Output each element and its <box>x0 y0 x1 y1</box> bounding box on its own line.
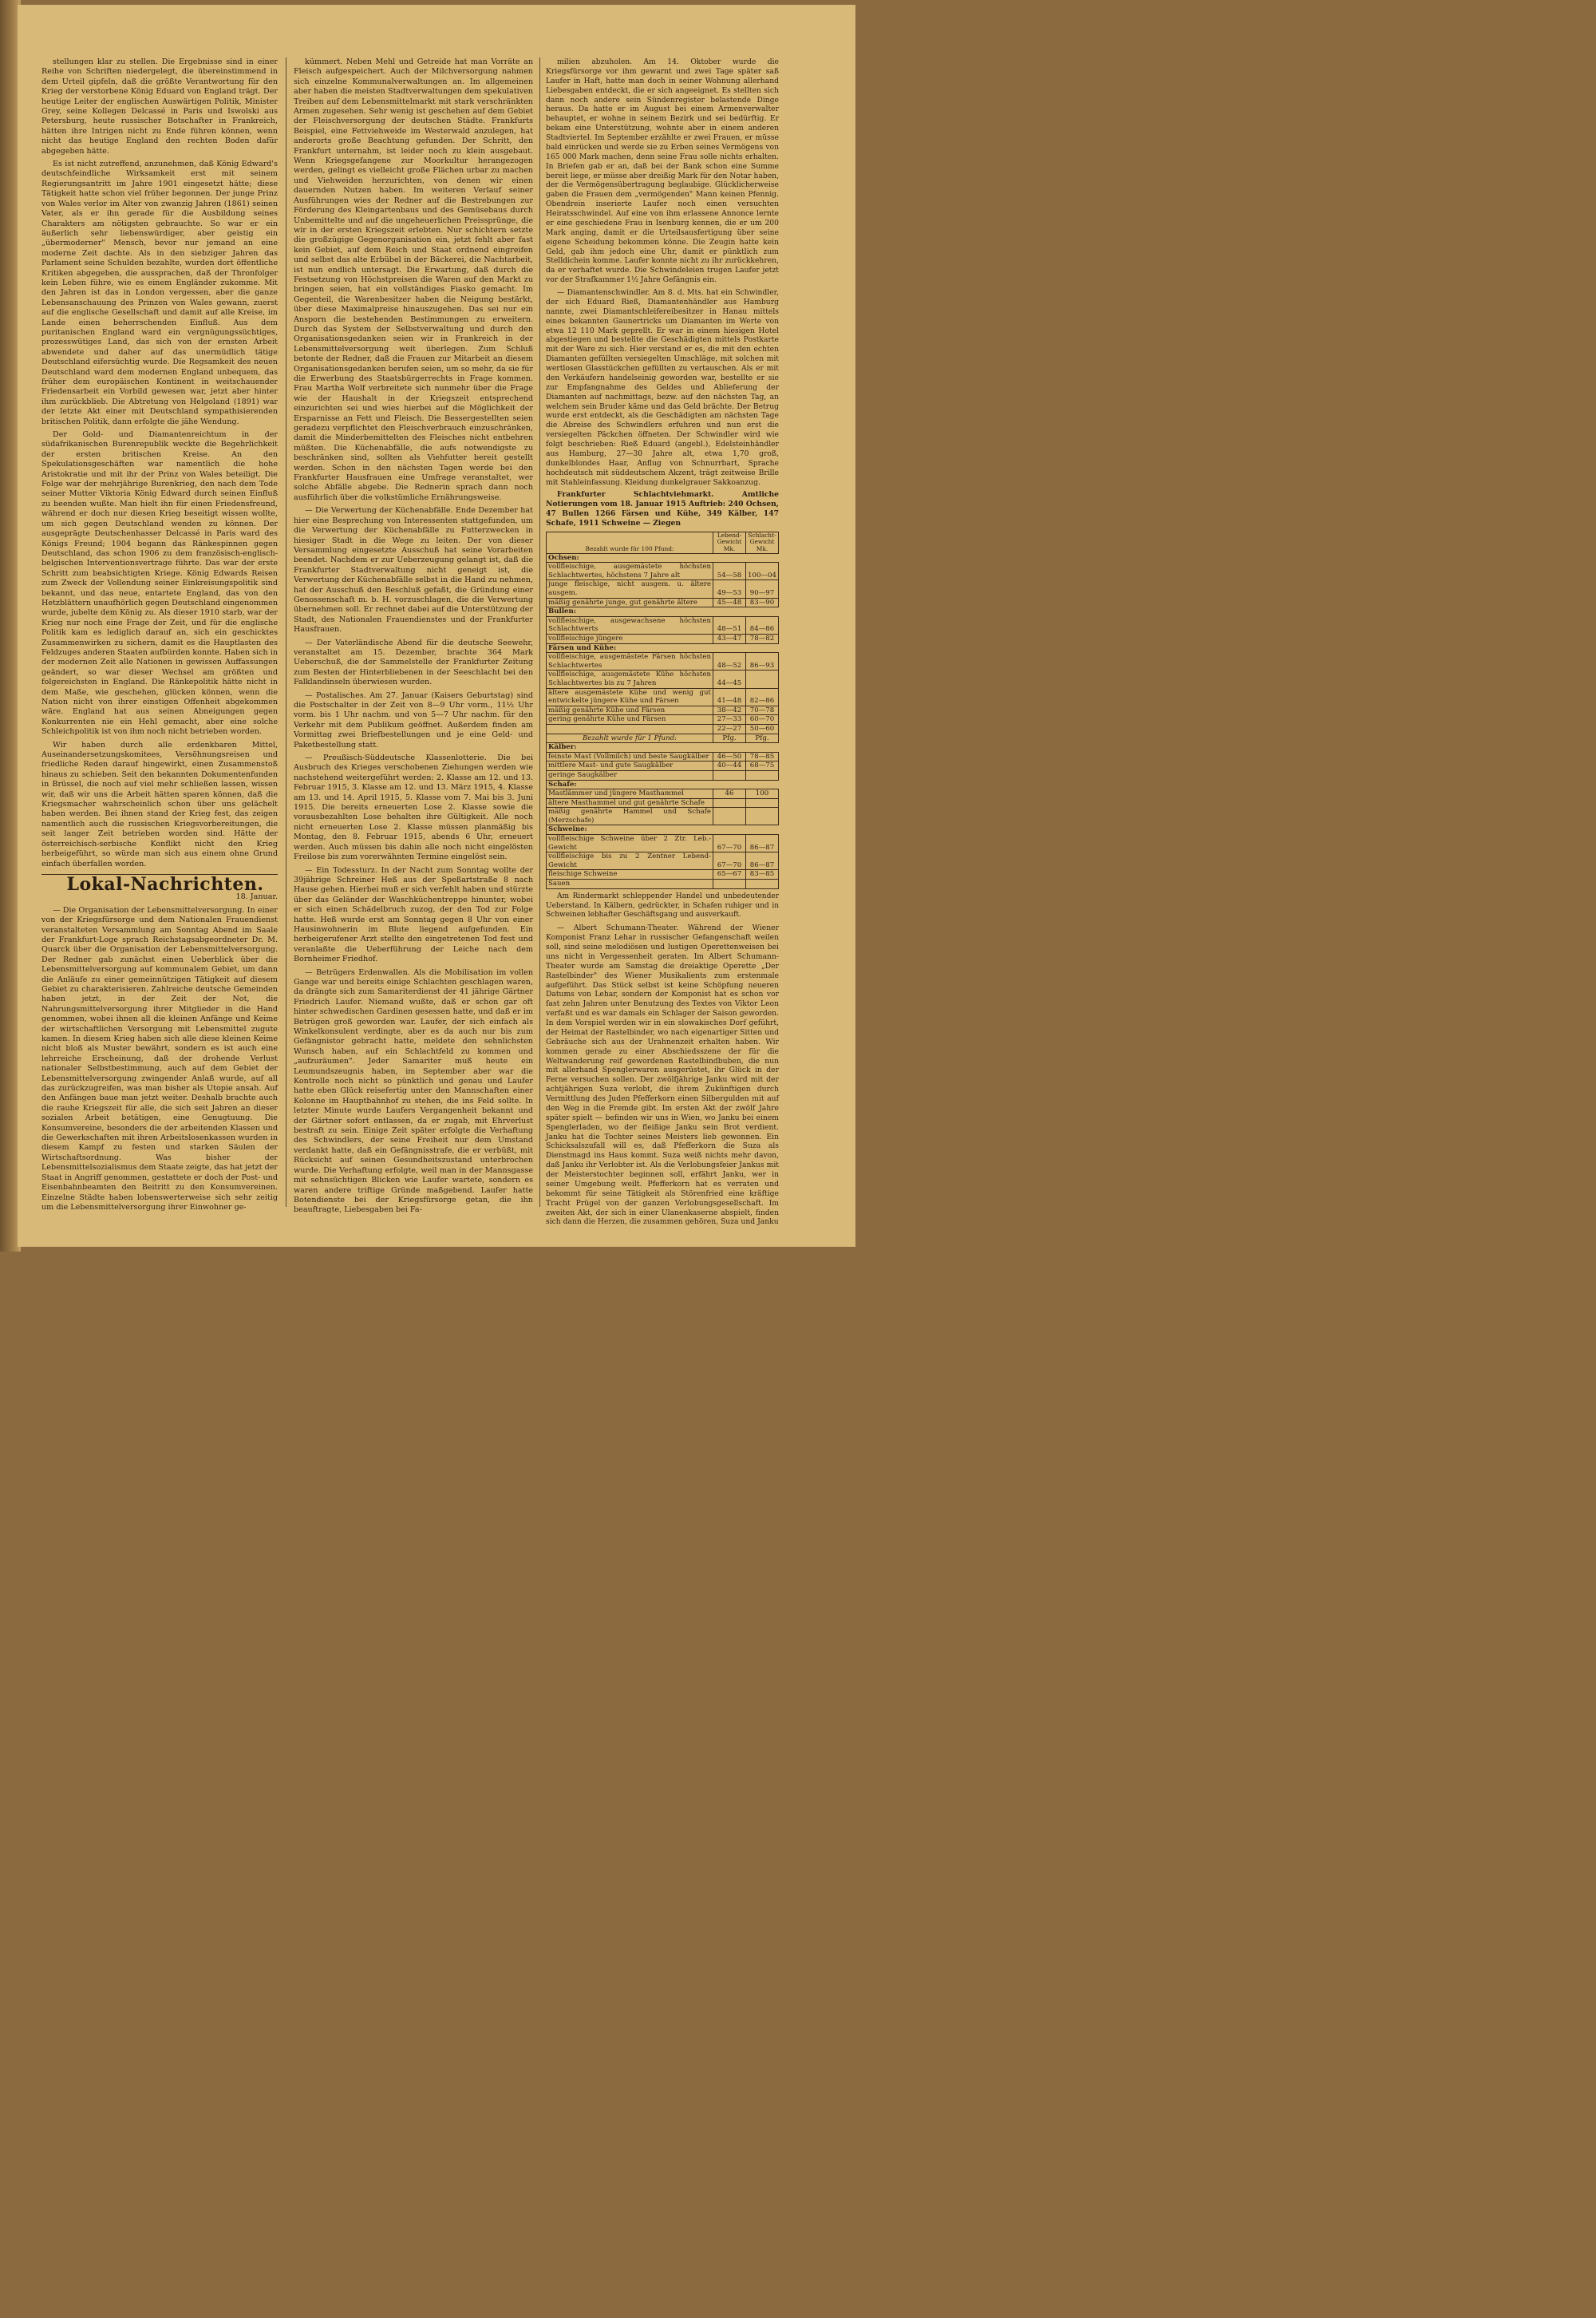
column-2 <box>294 57 533 1219</box>
market-row-live-price: 65—67 <box>713 870 746 880</box>
market-row <box>547 835 779 852</box>
local-news-item: — Der Vaterländische Abend für die deutsche Seewehr, veranstaltet am 15. Dezember, brachte 364 Mark Ueberschuß, die der Sammelstelle der Frankfurter Zeitung zum Besten der Hinterbliebenen in der Seeschlacht bei den Falklandinseln überwiesen wurden. <box>294 638 533 687</box>
market-group-row <box>547 825 779 835</box>
local-news-item: — Preußisch-Süddeutsche Klassenlotterie. Die bei Ausbruch des Krieges verschobenen Ziehungen werden wie nachstehend weitergeführt werden: 2. Klasse am 12. und 13. Februar 1915, 3. Klasse am 12. und 13. März 1915, 4. Klasse am 13. und 14. April 1915, 5. Klasse vom 7. Mai bis 3. Juni 1915. Die bereits erneuerten Lose 2. Klasse sowie die vorausbezahlten Lose behalten ihre Gültigkeit. Alle noch nicht erneuerten Lose 2. Klasse müssen planmäßig bis Montag, den 8. Februar 1915, abends 6 Uhr, erneuert werden. Auch müssen bis dahin alle noch nicht eingelösten Freilose bis zum vorerwähnten Termine eingelöst sein. <box>294 754 533 862</box>
market-row-slaughter-price: 50—60 <box>746 724 779 734</box>
market-row-label: junge fleischige, nicht ausgem. u. ältere ausgem. <box>547 580 713 598</box>
market-group-row <box>547 780 779 789</box>
market-row-label: vollfleischige jüngere <box>547 635 713 644</box>
market-group-row <box>547 553 779 563</box>
market-row-label: mäßig genährte Hammel und Schafe (Merzschafe) <box>547 808 713 825</box>
local-news-item: — Die Verwertung der Küchenabfälle. Ende Dezember hat hier eine Besprechung von Interessenten stattgefunden, um die Verwertung der Küchenabfälle zu Futterzwecken in hiesiger Stadt in die Wege zu leiten. Der von dieser Versammlung eingesetzte Ausschuß hat seine Vorarbeiten beendet. Nachdem er zur Ueberzeugung gelangt ist, daß die Frankfurter Stadtverwaltung nicht geneigt ist, die Verwertung der Küchenabfälle selbst in die Hand zu nehmen, hat der Ausschuß den Beschluß gefaßt, die Gründung einer Genossenschaft m. b. H. vorzuschlagen, die die Verwertung übernehmen soll. Er rechnet dabei auf die Unterstützung der Stadt, des Nationalen Frauendienstes und der Frankfurter Hausfrauen. <box>294 506 533 635</box>
article-paragraph: Es ist nicht zutreffend, anzunehmen, daß König Edward's deutschfeindliche Wirksamkeit erst mit seinem Regierungsantritt im Jahre 1901 eingesetzt hätte; diese Tätigkeit hatte schon viel früher begonnen. Der junge Prinz von Wales verlor im Alter von zwanzig Jahren (1861) seinen Vater, als er ihn gerade für die Ausbildung seines Charakters am nötigsten gebrauchte. So war er ein äußerlich sehr liebenswürdiger, aber geistig ein „übermoderner" Mensch, bevor nur jemand an eine moderne Zeit dachte. Als in den siebziger Jahren das Parlament seine Schulden bezahlte, wurden dort öffentliche Kritiken abgegeben, die aussprachen, daß der Thronfolger kein Leben führe, wie es einem Engländer zukomme. Mit den Jahren ist das in London vergessen, aber die ganze Lebensanschauung des Prinzen von Wales gewann, zuerst auf die englische Gesellschaft und damit auf alle Kreise, im Lande einen beherrschenden Einfluß. Aus dem puritanischen England ward ein vergnügungssüchtiges, prozesswütiges Land, das sich von der ernsten Arbeit abwendete und daher auf das unermüdlich tätige Deutschland eifersüchtig wurde. Die Regsamkeit des neuen Deutschland ward dem modernen England unbequem, das früher dem europäischen Kontinent in weitschauender Friedensarbeit ein Vorbild gewesen war, jetzt aber hinter ihm zurückblieb. Die Abtretung von Helgoland (1891) war der letzte Akt einer mit Deutschland sympathisierenden britischen Politik, dann erfolgte die jähe Wendung. <box>41 160 278 426</box>
market-row-live-price: 67—70 <box>713 852 746 870</box>
market-row-slaughter-price: 60—70 <box>746 715 779 725</box>
market-row-label: mittlere Mast- und gute Saugkälber <box>547 761 713 771</box>
market-row-slaughter-price: 86—93 <box>746 653 779 670</box>
market-row-live-price <box>713 880 746 889</box>
market-row-live-price: 67—70 <box>713 835 746 852</box>
market-group-name: Schweine: <box>547 825 779 835</box>
market-row <box>547 724 779 734</box>
market-row-label: vollfleischige, ausgemästete höchsten Schlachtwertes, höchstens 7 Jahre alt <box>547 563 713 580</box>
market-row-slaughter-price <box>746 880 779 889</box>
market-row-slaughter-price: 83—85 <box>746 870 779 880</box>
market-row-label: ältere ausgemästete Kühe und wenig gut entwickelte jüngere Kühe und Färsen <box>547 688 713 706</box>
market-row <box>547 688 779 706</box>
market-row-label: mäßig genährte junge, gut genährte ältere <box>547 598 713 607</box>
market-table-body-1lb <box>547 743 779 889</box>
market-row <box>547 752 779 761</box>
market-row <box>547 808 779 825</box>
market-row-live-price <box>713 770 746 780</box>
market-row <box>547 798 779 808</box>
market-row-live-price <box>713 808 746 825</box>
market-row-label: gering genährte Kühe und Färsen <box>547 715 713 725</box>
market-row <box>547 870 779 880</box>
market-row-slaughter-price: 100 <box>746 789 779 799</box>
market-row-live-price: 49—53 <box>713 580 746 598</box>
market-row-slaughter-price: 68—75 <box>746 761 779 771</box>
article-paragraph: kümmert. Neben Mehl und Getreide hat man Vorräte an Fleisch aufgespeichert. Auch der Milchversorgung nahmen sich einzelne Kommunalverwaltungen an. Im allgemeinen aber haben die meisten Stadtverwaltungen dem spekulativen Treiben auf dem Lebensmittelmarkt mit stark verschränkten Armen zugesehen. Sehr wenig ist geschehen auf dem Gebiet der Fleischversorgung der deutschen Städte. Frankfurts Beispiel, eine Fettviehweide im Westerwald anzulegen, hat anderorts große Beachtung gefunden. Der Schritt, den Frankfurt unternahm, ist leider noch zu klein ausgebaut. Wenn Kriegsgefangene zur Moorkultur herangezogen werden, gelingt es vielleicht große Flächen urbar zu machen und Viehweiden herzurichten, von denen wir einen dauernden Nutzen haben. Im weiteren Verlauf seiner Ausführungen wies der Redner auf die Bestrebungen zur Förderung des Kleingartenbaus und des Gemüsebaus durch Unbemittelte und auf die ungeheuerlichen Preissprünge, die wir in der ersten Kriegszeit erlebten. Nur schichtern setzte die großzügige Gegenorganisation ein, jetzt fehlt aber fast kein Gebiet, auf dem Reich und Staat ordnend eingreifen und selbst das alte Erbübel in der Bäckerei, die Nachtarbeit, ist nun endlich untersagt. Die Erwartung, daß durch die Festsetzung von Höchstpreisen die Waren auf den Markt zu bringen seien, hat ein vollständiges Fiasko gemacht. Im Gegenteil, die Warenbesitzer haben die Neigung bestärkt, über diese Maximalpreise hinauszugehen. Das sei nur ein Ansporn die bestehenden Bestimmungen zu erweitern. Durch das System der Selbstverwaltung und durch den Organisationsgedanken seien wir in Frankreich in der Lebensmittelversorgung weit überlegen. Zum Schluß betonte der Redner, daß die Frauen zur Mitarbeit an diesem Organisationsgedanken berufen seien, um so mehr, da sie für die Erwerbung des Staatsbürgerrechts in Frage kommen. Frau Martha Wolf verbreitete sich nunmehr über die Frage wie der Haushalt in der Kriegszeit entsprechend einzurichten sei und wies hierbei auf die Möglichkeit der Ersparnisse an Fett und Fleisch. Die Bessergestellten seien geradezu verpflichtet den Fleischverbrauch einzuschränken, damit die Minderbemittelten des Fleisches nicht entbehren müßten. Die Küchenabfälle, die aufs notwendigste zu beschränken sind, sollten als Viehfutter bereit gestellt werden. Schon in den nächsten Tagen werde bei den Frankfurter Hausfrauen eine Umfrage veranstaltet, wer solche Abfälle abgebe. Die Rednerin sprach dann noch ausführlich über die volkstümliche Ernährungsweise. <box>294 57 533 502</box>
market-table-unit-row <box>547 734 779 743</box>
market-row-label: Sauen <box>547 880 713 889</box>
market-row-slaughter-price: 90—97 <box>746 580 779 598</box>
column-1 <box>41 57 278 1216</box>
dateline: 18. Januar. <box>235 892 278 902</box>
market-row-label: vollfleischige Schweine über 2 Ztr. Leb.-Gewicht <box>547 835 713 852</box>
market-group-row <box>547 643 779 653</box>
market-row <box>547 563 779 580</box>
market-group-name: Ochsen: <box>547 553 779 563</box>
market-row-slaughter-price <box>746 670 779 688</box>
market-row-label: vollfleischige, ausgemästete Färsen höchsten Schlachtwertes <box>547 653 713 670</box>
market-row <box>547 616 779 634</box>
market-unit-live: Pfg. <box>713 734 746 743</box>
market-row-slaughter-price: 86—87 <box>746 852 779 870</box>
market-row-live-price: 43—47 <box>713 635 746 644</box>
market-row-slaughter-price: 82—86 <box>746 688 779 706</box>
market-row <box>547 715 779 725</box>
market-heading: Frankfurter Schlachtviehmarkt. Amtliche Notierungen vom 18. Januar 1915 Auftrieb: 240 Ochsen, 47 Bullen 1266 Färsen und Kühe, 349 Kälber, 147 Schafe, 1911 Schweine — Ziegen <box>546 490 779 528</box>
market-row-live-price: 45—48 <box>713 598 746 607</box>
market-group-name: Färsen und Kühe: <box>547 643 779 653</box>
market-row-live-price: 44—45 <box>713 670 746 688</box>
market-row-slaughter-price: 86—87 <box>746 835 779 852</box>
market-row <box>547 670 779 688</box>
market-row-slaughter-price <box>746 798 779 808</box>
market-row-live-price: 48—51 <box>713 616 746 634</box>
market-row-label: geringe Saugkälber <box>547 770 713 780</box>
market-unit-slaughter: Pfg. <box>746 734 779 743</box>
market-row <box>547 598 779 607</box>
market-row-live-price: 54—58 <box>713 563 746 580</box>
market-col-slaughter: Schlacht-Gewicht Mk. <box>746 532 779 553</box>
local-news-item: milien abzuholen. Am 14. Oktober wurde die Kriegsfürsorge vor ihm gewarnt und zwei Tage später saß Laufer in Haft, hatte man doch in seiner Wohnung allerhand Liebesgaben entdeckt, die er sich angeeignet. Es stellten sich dann noch andere sein Sündenregister belastende Dinge heraus. Da hatte er im August bei einem Armenverwalter behauptet, er wohne in seinem Bezirk und sei bedürftig. Er bekam eine Unterstützung, wohnte aber in einem anderen Stadtviertel. Im September erzählte er zwei Frauen, er müsse bald einrücken und werde sie zu Erben seines Vermögens von 165 000 Mark machen, denn seine Frau solle nichts erhalten. In Briefen gab er an, daß bei der Bank schon eine Summe bereit liege, er müsse aber dreißig Mark für den Notar haben, der die Vermögensübertragung beglaubige. Glücklicherweise gaben die Frauen dem „vermögenden" Mann keinen Pfennig. Obendrein inserierte Laufer noch einen versuchten Heiratsschwindel. Auf eine von ihm erlassene Annonce lernte er eine geschiedene Frau in Isenburg kennen, die er um 200 Mark anging, damit er die Urteilsausfertigung über seine eigene Scheidung bekommen könne. Die Zeugin hatte kein Geld, gab ihm jedoch eine Uhr, damit er pünktlich zum Stelldichein komme. Laufer konnte nicht zu ihr zurückkehren, da er verhaftet wurde. Die Schwindeleien trugen Laufer jetzt vor der Strafkammer 1½ Jahre Gefängnis ein. <box>546 57 779 285</box>
market-row <box>547 580 779 598</box>
market-row-slaughter-price: 78—85 <box>746 752 779 761</box>
market-per-pound-label: Bezahlt wurde für 1 Pfund: <box>547 734 713 743</box>
market-row-live-price: 27—33 <box>713 715 746 725</box>
market-col-live: Lebend-Gewicht Mk. <box>713 532 746 553</box>
market-group-name: Kälber: <box>547 743 779 753</box>
market-row-live-price: 46—50 <box>713 752 746 761</box>
market-row-label <box>547 724 713 734</box>
column-3 <box>546 57 779 1230</box>
local-news-item: — Albert Schumann-Theater. Während der Wiener Komponist Franz Lehar in russischer Gefangenschaft weilen soll, sind seine melodiösen und lustigen Operettenweisen bei uns nicht in Vergessenheit geraten. Im Albert Schumann-Theater wurde am Samstag die dreiaktige Operette „Der Rastelbinder" des Wiener Musikalients zum erstenmale aufgeführt. Das Stück selbst ist keine Schöpfung neueren Datums von Lehar, sondern der Komponist hat es schon vor fast zehn Jahren unter Benutzung des Textes von Viktor Leon verfaßt und es war damals ein Schlager der Saison geworden. In dem Vorspiel werden wir in ein slowakisches Dorf geführt, der Heimat der Rastelbinder, wo nach eigenartiger Sitten und Gebräuche sich aus der Urahnenzeit erhalten haben. Wir kommen gerade zu einer Abschiedsszene der für die Weltwanderung reif gewordenen Rastelbindbuben, die nun mit allerhand Spenglerwaren ausgerüstet, ihr Glück in der Ferne versuchen sollen. Der zwölfjährige Janku wird mit der achtjährigen Suza verlobt, die ihrem Zukünftigen durch Vermittlung des Juden Pfefferkorn einen Silbergulden mit auf den Weg in die Fremde gibt. Im ersten Akt der zwölf Jahre später spielt — befinden wir uns in Wien, wo Janku bei einem Spenglerladen, wo der fleißige Janku sein Brot verdient. Janku hat die Tochter seines Meisters lieb gewonnen. Ein Schicksalszufall will es, daß Pfefferkorn die Suza als Dienstmagd ins Haus kommt. Suza weiß nichts mehr davon, daß Janku ihr Verlobter ist. Als die Verlobungsfeier Jankus mit der Meisterstochter beginnen soll, erfährt Janku, wer in seiner Umgebung weilt. Pfefferkorn hat es verraten und bekommt für seine Tätigkeit als Störenfried eine kräftige Tracht Prügel von der ganzen Verlobungsgesellschaft. Im zweiten Akt, der sich in einer Ulanenkaserne abspielt, finden sich dann die Herzen, die zusammen gehören, Suza und Janku <box>546 924 779 1227</box>
market-row-live-price: 22—27 <box>713 724 746 734</box>
market-group-name: Schafe: <box>547 780 779 789</box>
market-table <box>546 532 779 889</box>
market-row-live-price: 48—52 <box>713 653 746 670</box>
market-row-label: mäßig genährte Kühe und Färsen <box>547 706 713 715</box>
market-row-live-price <box>713 798 746 808</box>
market-row-live-price: 38—42 <box>713 706 746 715</box>
market-row-label: vollfleischige, ausgemästete Kühe höchsten Schlachtwertes bis zu 7 Jahren <box>547 670 713 688</box>
market-row-label: ältere Masthammel und gut genährte Schafe <box>547 798 713 808</box>
market-row-label: vollfleischige, ausgewachsene höchsten Schlachtwerts <box>547 616 713 634</box>
market-row-label: feinste Mast (Vollmilch) und beste Saugkälber <box>547 752 713 761</box>
market-row-slaughter-price: 70—78 <box>746 706 779 715</box>
article-paragraph: Wir haben durch alle erdenkbaren Mittel, Auseinandersetzungskomitees, Versöhnungsreisen und friedliche Reden darauf hingewirkt, einen Zusammenstoß hinaus zu schieben. Seit den bekannten Dokumentenfunden in Brüssel, die noch auf viel mehr schließen lassen, wissen wir, daß wir uns die Arbeit hätten sparen können, daß die Kriegsmacher wahrscheinlich schon über uns gelächelt haben werden. Bei ihnen stand der Krieg fest, das zeigen namentlich auch die russischen Kriegsvorbereitungen, die seit langer Zeit betrieben worden sind. Hätte der österreichisch-serbische Konflikt nicht den Krieg herbeigeführt, so würde man sich aus einem ohne Grund einfach überfallen worden. <box>41 740 278 868</box>
market-row-label: Mastlämmer und jüngere Masthammel <box>547 789 713 799</box>
market-row <box>547 789 779 799</box>
local-news-item: — Postalisches. Am 27. Januar (Kaisers Geburtstag) sind die Postschalter in der Zeit von 8—9 Uhr vorm., 11½ Uhr vorm. bis 1 Uhr nachm. und von 5—7 Uhr nachm. für den Verkehr mit dem Publikum geöffnet. Außerdem finden am Vormittag zwei Briefbestellungen und je eine Geld- und Paketbestellung statt. <box>294 690 533 750</box>
market-group-row <box>547 743 779 753</box>
section-title: Lokal-Nachrichten. <box>66 873 264 895</box>
market-row <box>547 852 779 870</box>
market-row-label: vollfleischige bis zu 2 Zentner Lebend-Gewicht <box>547 852 713 870</box>
market-group-name: Bullen: <box>547 607 779 617</box>
market-row-slaughter-price: 78—82 <box>746 635 779 644</box>
local-news-item: — Diamantenschwindler. Am 8. d. Mts. hat ein Schwindler, der sich Eduard Rieß, Diamantenhändler aus Hamburg nannte, zwei Diamantschleifereibesitzer in Hanau mittels eines bekannten Gaunertricks um Diamanten im Werte von etwa 12 110 Mark geprellt. Er war in einem hiesigen Hotel abgestiegen und bestellte die Geschädigten mittels Postkarte mit der Ware zu sich. Hier verstand er es, die mit den echten Diamanten gefüllten versiegelten Umschläge, mit solchen mit wertlosen Glasstückchen gefüllten zu vertauschen. Als er mit den Verkäufern handelseinig geworden war, bestellte er sie zur Empfangnahme des Geldes und Ablieferung der Diamanten auf nachmittags, bezw. auf den nächsten Tag, an welchem sein Bruder käme und das Geld brächte. Der Betrug wurde erst entdeckt, als die Geschädigten am nächsten Tage die Abreise des Schwindlers erfuhren und nun erst die versiegelten Päckchen öffneten. Der Schwindler wird wie folgt beschrieben: Rieß Eduard (angebl.), Edelsteinhändler aus Hamburg, 27—30 Jahre alt, etwa 1,70 groß, dunkelblondes Haar, Anflug von Schnurrbart, Sprache hochdeutsch mit süddeutschem Akzent, trägt zeitweise Brille mit Stahleinfassung. Kleidung dunkelgrauer Sakkoanzug. <box>546 288 779 487</box>
market-group-row <box>547 607 779 617</box>
market-row-slaughter-price: 100—04 <box>746 563 779 580</box>
local-news-item: — Die Organisation der Lebensmittelversorgung. In einer von der Kriegsfürsorge und dem Nationalen Frauendienst veranstalteten Versammlung am Sonntag Abend im Saale der Frankfurt-Loge sprach Reichstagsabgeordneter Dr. M. Quarck über die Organisation der Lebensmittelversorgung. Der Redner gab zunächst einen Ueberblick über die Lebensmittelversorgung auf kommunalem Gebiet, um dann die Anläufe zu einer gemeinnützigen Tätigkeit auf diesem Gebiet zu charakterisieren. Zahlreiche deutsche Gemeinden haben jetzt, in der Zeit der Not, die Nahrungsmittelversorgung ihrer Mitglieder in die Hand genommen, wobei ihnen all die kleinen Anfänge und Keime der wirtschaftlichen Versorgung mit Lebensmittel zugute kamen. In diesem Krieg haben sich alle diese kleinen Keime nicht bloß als Muster bewährt, sondern es ist auch eine lehrreiche Erscheinung, daß der drohende Verlust nationaler Selbstbestimmung, auch auf dem Gebiet der Lebensmittelversorgung zwingender Anlaß wurde, auf all das zurückzugreifen, was man bisher als Utopie ansah. Auf den Anfängen baue man jetzt weiter. Deshalb brachte auch die rauhe Kriegszeit für alle, die sich seit Jahren an dieser sozialen Arbeit betätigen, eine Genugtuung. Die Konsumvereine, besonders die der arbeitenden Klassen und die Gewerkschaften mit ihren Arbeitslosenkassen wurden in diesem Kampf zu festen und starken Säulen der Wirtschaftsordnung. Was bisher der Lebensmittelsozialismus dem Staate zeigte, das hat jetzt der Staat in Angriff genommen, gestattete er doch der Post- und Eisenbahnbeamten den Beitritt zu den Konsumvereinen. Einzelne Städte haben lobenswerterweise sich sehr zeitig um die Lebensmittelversorgung ihrer Einwohner ge- <box>41 905 278 1212</box>
market-row-live-price: 40—44 <box>713 761 746 771</box>
market-row <box>547 770 779 780</box>
market-row-slaughter-price: 84—86 <box>746 616 779 634</box>
market-footnote: Am Rindermarkt schleppender Handel und unbedeutender Ueberstand. In Kälbern, gedrückter, in Schafen ruhiger und in Schweinen lebhafter Geschäftsgang und ausverkauft. <box>546 892 779 920</box>
market-row <box>547 761 779 771</box>
market-row <box>547 653 779 670</box>
market-row-live-price: 46 <box>713 789 746 799</box>
article-paragraph: Der Gold- und Diamantenreichtum in der südafrikanischen Burenrepublik weckte die Begehrlichkeit der ersten britischen Kreise. An den Spekulationsgeschäften war namentlich die hohe Aristokratie und mit ihr der Prinz von Wales beteiligt. Die Folge war der mehrjährige Burenkrieg, den nach dem Tode seiner Mutter Viktoria König Edward durch seinen Einfluß zu beenden wußte. Man hielt ihn für einen Friedensfreund, während er doch nur diesen Krieg beseitigt wissen wollte, um sich gegen Deutschland wenden zu können. Der ausgeprägte Deutschenhasser Delcassé in Paris ward des Königs Freund; 1904 begann das Ränkespinnen gegen Deutschland, das schon 1906 zu dem französisch-englisch-belgischen Interventionsvertrage führte. Das war der erste Schritt zum beabsichtigten Kriege. König Edwards Reisen zum Zweck der Vollendung seiner Einkreisungspolitik sind bekannt, und das neue, entartete England, das von den Hetzblättern unaufhörlich gegen Deutschland eingenommen wurde, jubelte dem König zu. Als dieser 1910 starb, war der Krieg nur noch eine Frage der Zeit, und für die englische Politik kam es lediglich darauf an, sich ein geschicktes Zusammenwirken zu sichern, damit es die Hauptlasten des Feldzuges anderen Staaten aufbürden konnte. Haben sich in der modernen Zeit alle Nationen in gewissen Auffassungen geändert, so war dieser Wechsel am größten und folgereichsten in England. Die Ränkepolitik hätte nicht in dem Maße, wie geschehen, glücken können, wenn die Nation nicht von ihrer einstigen Offenheit abgekommen wäre. England hat aus seinen Abneigungen gegen Konkurrenten nie ein Hehl gemacht, aber eine solche Schleichpolitik ist von ihm noch nicht betrieben worden. <box>41 430 278 737</box>
market-row-slaughter-price <box>746 808 779 825</box>
article-paragraph: stellungen klar zu stellen. Die Ergebnisse sind in einer Reihe von Schriften niedergelegt, die übereinstimmend in dem Urteil gipfeln, daß die größte Verantwortung für den Krieg der verstorbene König Eduard von England trägt. Der heutige Leiter der englischen Auswärtigen Politik, Minister Grey, seine Kollegen Delcassé in Paris und Iswolski aus Petersburg, heute russischer Botschafter in Frankreich, hätten ihre Intrigen nicht zu Ende führen können, wenn nicht das heutige England den rechten Boden dafür abgegeben hätte. <box>41 57 278 156</box>
market-subheading: Bezahlt wurde für 100 Pfund: <box>547 532 713 553</box>
local-news-item: — Ein Todessturz. In der Nacht zum Sonntag wollte der 39jährige Schreiner Heß aus der Speßartstraße 8 nach Hause gehen. Hierbei muß er sich verfehlt haben und stürzte über das Geländer der Waschküchentreppe hinunter, wobei er sich einen Schädelbruch zuzog, der den Tod zur Folge hatte. Heß wurde erst am Sonntag gegen 8 Uhr von einer Hausinwohnerin im Blute liegend aufgefunden. Ein herbeigerufener Arzt stellte den eingetretenen Tod fest und veranlaßte die Ueberführung der Leiche nach dem Bornheimer Friedhof. <box>294 865 533 964</box>
market-row <box>547 706 779 715</box>
market-row-slaughter-price: 83—90 <box>746 598 779 607</box>
market-row <box>547 880 779 889</box>
column-rule-2 <box>539 57 540 1207</box>
market-row-live-price: 41—48 <box>713 688 746 706</box>
market-table-body-100lb <box>547 553 779 734</box>
local-news-item: — Betrügers Erdenwallen. Als die Mobilisation im vollen Gange war und bereits einige Schlachten geschlagen waren, da drängte sich zum Samariterdienst der 41 jährige Gärtner Friedrich Laufer. Niemand wußte, daß er schon gar oft hinter schwedischen Gardinen gesessen hatte, und daß er im Betrügen groß geworden war. Laufer, der sich einfach als Winkelkonsulent verdingte, aber es da auch nur bis zum Gefängnistor gebracht hatte, meldete den sehnlichsten Wunsch haben, auf ein Schlachtfeld zu kommen und „aufzuräumen". Jeder Samariter muß heute ein Leumundszeugnis haben, im September aber war die Kontrolle noch nicht so pünktlich und genau und Laufer hatte eben Glück reisefertig unter den Mannschaften einer Kolonne im Hauptbahnhof zu stehen, die ins Feld sollte. In letzter Minute wurde Laufers Vergangenheit bekannt und der Gärtner sofort entlassen, da er zugab, mit Ehrverlust bestraft zu sein. Einige Zeit später erfolgte die Verhaftung des Schwindlers, der seine Freiheit nur dem Umstand verdankt hatte, daß ein Gefängnisstrafe, die er verbüßt, mit Rücksicht auf seinen Gesundheitszustand unterbrochen wurde. Die Verhaftung erfolgte, weil man in der Mannsgasse mit sehnsüchtigen Blicken wie Laufer wartete, sondern es waren andere triftige Gründe maßgebend. Laufer hatte Botendienste bei der Kriegsfürsorge getan, die ihn beauftragte, Liebesgaben bei Fa- <box>294 967 533 1215</box>
market-row <box>547 635 779 644</box>
market-row-slaughter-price <box>746 770 779 780</box>
market-row-label: fleischige Schweine <box>547 870 713 880</box>
